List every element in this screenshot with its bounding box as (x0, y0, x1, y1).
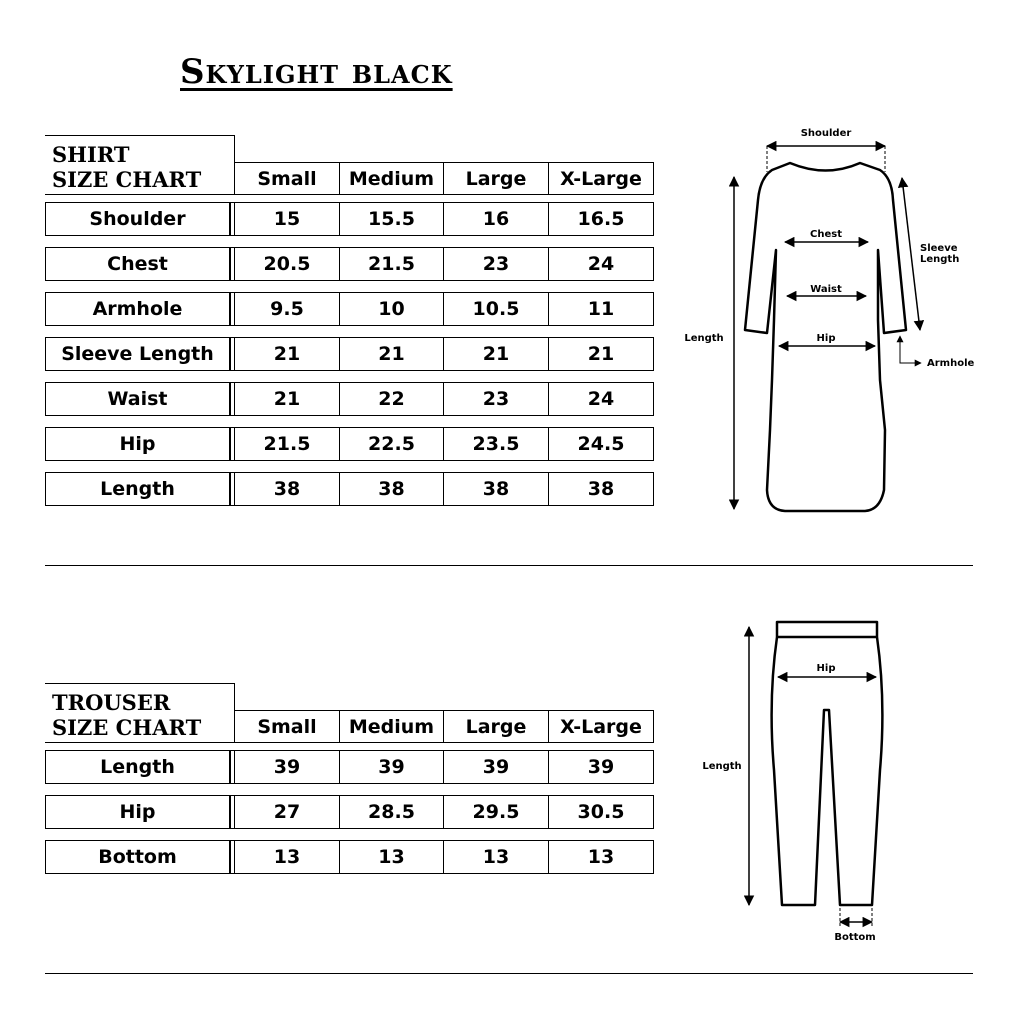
page-title: Skylight black (180, 52, 453, 92)
shirt-value-cell: 10.5 (443, 292, 549, 326)
shirt-value-cell: 21 (339, 337, 444, 371)
trouser-bottom-label: Bottom (834, 932, 876, 943)
trouser-value-cell: 27 (234, 795, 340, 829)
shirt-value-cell: 21.5 (234, 427, 340, 461)
shirt-value-cell: 21 (443, 337, 549, 371)
shirt-value-cell: 16.5 (548, 202, 654, 236)
shirt-row-label: Shoulder (45, 202, 230, 236)
shirt-value-cell: 24 (548, 382, 654, 416)
trouser-value-cell: 39 (234, 750, 340, 784)
shirt-value-cell: 38 (339, 472, 444, 506)
shirt-value-cell: 11 (548, 292, 654, 326)
shirt-row-label: Armhole (45, 292, 230, 326)
shirt-heading-line2: SIZE CHART (52, 167, 202, 192)
shirt-value-cell: 21 (234, 337, 340, 371)
shirt-row-label: Length (45, 472, 230, 506)
section-divider (45, 565, 973, 566)
trouser-size-header: Small (234, 710, 340, 743)
trouser-length-label: Length (702, 761, 742, 772)
trouser-row-label: Hip (45, 795, 230, 829)
shirt-size-header: Large (443, 162, 549, 195)
trouser-hip-label: Hip (816, 663, 836, 674)
trouser-heading-line1: TROUSER (52, 690, 171, 715)
trouser-value-cell: 39 (339, 750, 444, 784)
shirt-value-cell: 24.5 (548, 427, 654, 461)
trouser-value-cell: 13 (443, 840, 549, 874)
shirt-outline-icon (745, 163, 906, 511)
shirt-value-cell: 38 (234, 472, 340, 506)
length-label: Length (684, 333, 724, 344)
shirt-size-header: Medium (339, 162, 444, 195)
shirt-value-cell: 23 (443, 247, 549, 281)
shirt-value-cell: 10 (339, 292, 444, 326)
shirt-value-cell: 21.5 (339, 247, 444, 281)
trouser-value-cell: 13 (234, 840, 340, 874)
trouser-outline-icon (772, 622, 883, 905)
shirt-value-cell: 38 (548, 472, 654, 506)
hip-label: Hip (816, 333, 836, 344)
shirt-row-label: Waist (45, 382, 230, 416)
shirt-row-label: Hip (45, 427, 230, 461)
chest-label: Chest (810, 229, 842, 240)
trouser-size-header: X-Large (548, 710, 654, 743)
trouser-value-cell: 39 (443, 750, 549, 784)
shirt-value-cell: 9.5 (234, 292, 340, 326)
shirt-value-cell: 16 (443, 202, 549, 236)
trouser-heading-line2: SIZE CHART (52, 715, 202, 740)
shirt-value-cell: 21 (234, 382, 340, 416)
shirt-value-cell: 23 (443, 382, 549, 416)
sleeve-length-measure-line (902, 178, 920, 330)
shirt-heading-line1: SHIRT (52, 142, 130, 167)
shirt-size-header: X-Large (548, 162, 654, 195)
shirt-value-cell: 22 (339, 382, 444, 416)
shirt-size-header: Small (234, 162, 340, 195)
trouser-value-cell: 13 (548, 840, 654, 874)
trouser-size-header: Medium (339, 710, 444, 743)
armhole-pointer (900, 336, 921, 363)
trouser-value-cell: 29.5 (443, 795, 549, 829)
shirt-value-cell: 21 (548, 337, 654, 371)
sleeve-label-line1: Sleeve (920, 243, 958, 254)
shoulder-label: Shoulder (800, 128, 852, 139)
trouser-size-header: Large (443, 710, 549, 743)
shirt-value-cell: 24 (548, 247, 654, 281)
sleeve-label-line2: Length (920, 254, 960, 265)
shirt-value-cell: 15 (234, 202, 340, 236)
shirt-value-cell: 38 (443, 472, 549, 506)
shirt-value-cell: 15.5 (339, 202, 444, 236)
shirt-row-label: Chest (45, 247, 230, 281)
armhole-label: Armhole (927, 358, 975, 369)
waist-label: Waist (810, 284, 842, 295)
section-divider (45, 973, 973, 974)
shirt-value-cell: 20.5 (234, 247, 340, 281)
trouser-value-cell: 28.5 (339, 795, 444, 829)
trouser-value-cell: 13 (339, 840, 444, 874)
shirt-value-cell: 22.5 (339, 427, 444, 461)
trouser-row-label: Bottom (45, 840, 230, 874)
shirt-value-cell: 23.5 (443, 427, 549, 461)
trouser-value-cell: 30.5 (548, 795, 654, 829)
trouser-row-label: Length (45, 750, 230, 784)
trouser-value-cell: 39 (548, 750, 654, 784)
shirt-row-label: Sleeve Length (45, 337, 230, 371)
